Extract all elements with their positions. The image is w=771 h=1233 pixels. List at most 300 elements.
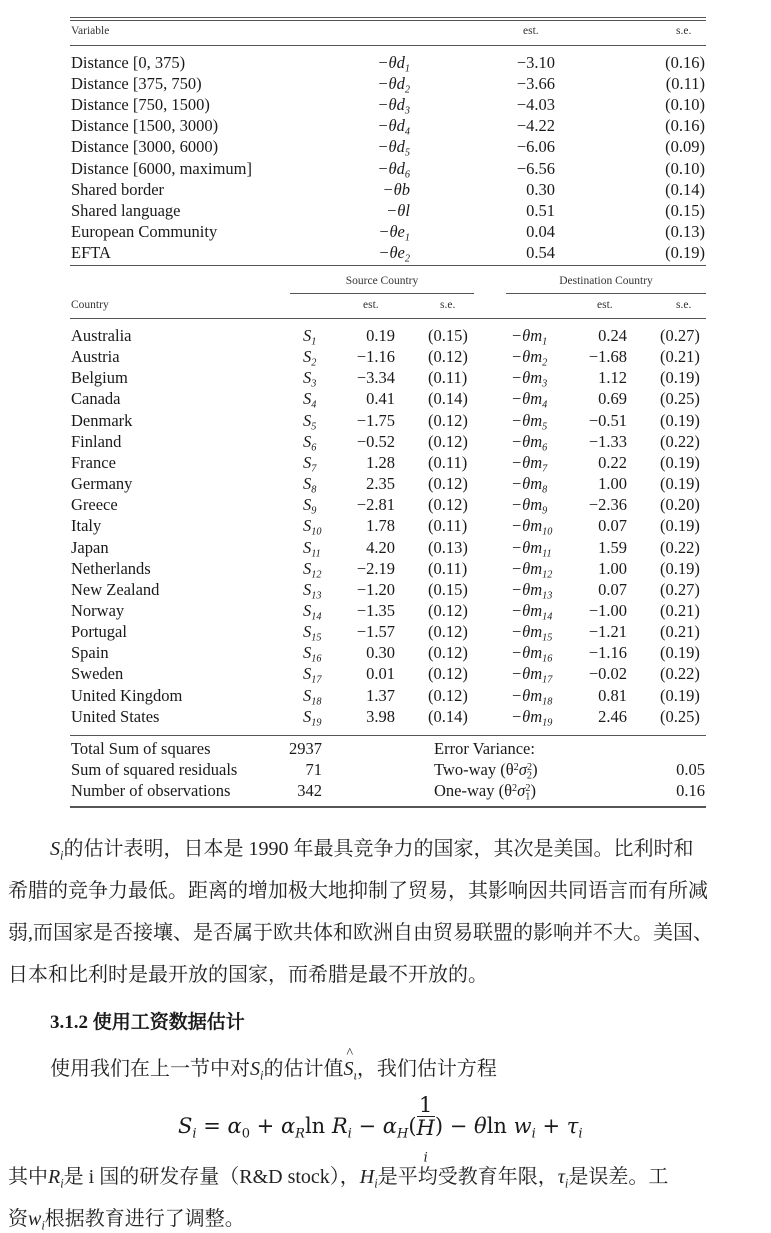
source-est: −1.75 [356,410,395,430]
dest-est: 0.22 [598,452,627,472]
dest-se: (0.19) [660,474,700,494]
source-est: −2.81 [356,495,395,515]
section-heading: 3.1.2 使用工资数据估计 [50,1012,245,1033]
symbol-sub: 16 [311,653,322,665]
country-name: United Kingdom [71,685,183,705]
symbol-sub: 17 [542,674,553,686]
variable-se: (0.19) [665,242,705,262]
dest-symbol [511,685,552,706]
variable-symbol [300,73,410,94]
dest-symbol [511,663,552,684]
symbol: −θm [511,579,543,599]
symbol: −θb [382,179,410,199]
symbol: −θm [511,326,543,345]
symbol-sub: 1 [311,336,317,348]
eq-R: R [331,1114,348,1138]
dest-symbol [511,473,547,494]
variable-label: Distance [750, 1500) [71,95,210,115]
paragraph-3-line-1 [8,1160,668,1189]
variable-est: −6.56 [516,158,555,178]
symbol-sub: 3 [542,378,548,390]
country-name: Finland [71,431,122,451]
variable-se: (0.16) [665,116,705,136]
symbol: S [303,474,312,494]
dest-se: (0.22) [660,537,700,557]
source-symbol [303,663,321,684]
dest-se: (0.19) [660,410,700,430]
source-est: 0.30 [366,643,395,663]
symbol-sub: ι [353,1068,357,1083]
summary-label: Total Sum of squares [71,739,211,758]
dest-symbol [511,642,552,663]
source-est: 3.98 [366,706,395,726]
source-est: 1.78 [366,516,395,536]
paragraph-3-line-2 [8,1202,245,1231]
symbol: −θm [511,706,543,726]
source-est: −1.35 [356,600,395,620]
text: 其中 [8,1166,48,1188]
dest-est: −0.51 [588,410,627,430]
dest-se: (0.19) [660,643,700,663]
paragraph-1-line-1 [50,832,693,861]
eq-alpha: α [227,1114,242,1138]
dest-se: (0.27) [660,326,700,345]
dest-est: 1.00 [598,558,627,578]
symbol-sub: 2 [542,357,548,369]
dest-est: −2.36 [588,495,627,515]
source-est: 0.01 [366,664,395,684]
source-se: (0.14) [428,389,468,409]
eq-sub: 0 [241,1126,250,1142]
symbol-sub: i [260,1068,264,1083]
symbol: S [303,664,312,684]
eq-sub: i [192,1126,197,1142]
header-est: est. [523,25,539,37]
symbol-sub: 7 [311,463,317,475]
source-symbol [303,621,321,642]
table-top-rule-2 [70,20,706,21]
symbol-sub: 16 [542,653,553,665]
paragraph-1-line-3: 弱,而国家是否接壤、是否属于欧共体和欧洲自由贸易联盟的影响并不大。美国、 [8,922,713,944]
symbol: S [303,685,312,705]
text: 的估计值 [263,1058,344,1080]
symbol: S [303,579,312,599]
symbol-sub: 8 [542,484,548,496]
source-symbol [303,685,321,706]
eq-op: − [351,1114,383,1138]
symbol: S [303,600,312,620]
symbol-sub: 7 [542,463,548,475]
variable-label: Shared language [71,200,181,220]
eq-H: H [416,1116,435,1140]
header-source-country: Source Country [345,275,419,287]
source-est: 1.37 [366,685,395,705]
eq-alpha: α [382,1114,397,1138]
eq-sub: H [396,1126,409,1142]
source-se: (0.12) [428,664,468,684]
source-se: (0.12) [428,685,468,705]
source-est: −3.34 [356,368,395,388]
eq-denominator [416,1116,435,1166]
country-name: Sweden [71,664,124,684]
source-se: (0.14) [428,706,468,726]
variable-label: Distance [1500, 3000) [71,116,219,136]
variable-est: −3.66 [516,74,555,94]
text: 的估计表明，日本是 1990 年最具竞争力的国家，其次是美国。比利时和 [63,838,694,860]
variable-est: −4.03 [516,95,555,115]
label-text: One-way (θ [434,781,512,801]
source-symbol [303,473,316,494]
source-group-rule [290,293,474,294]
symbol: −θm [511,558,543,578]
symbol-sub: 14 [311,611,322,623]
eq-tau: τ [566,1114,579,1138]
symbol-sub: 3 [311,378,317,390]
text: 资 [8,1208,28,1230]
variable-se: (0.09) [665,137,705,157]
dest-se: (0.21) [660,622,700,642]
variable-symbol [300,136,410,157]
country-name: United States [71,706,160,726]
variable-label: Distance [0, 375) [71,53,186,72]
symbol-sub: 9 [542,505,548,517]
variable-est: 0.04 [526,221,555,241]
section-rule [70,265,706,266]
dest-se: (0.19) [660,516,700,536]
source-symbol [303,579,321,600]
dest-est: 0.69 [598,389,627,409]
text: 是误差。工 [568,1166,669,1188]
source-est: 1.28 [366,452,395,472]
country-name: France [71,452,116,472]
country-name: Portugal [71,622,127,642]
country-name: Austria [71,347,120,367]
source-symbol [303,600,321,621]
header-dst-est: est. [597,299,613,311]
eq-numerator: 1 [417,1094,435,1117]
source-est: −1.20 [356,579,395,599]
variable-label: European Community [71,221,218,241]
dest-symbol [511,537,552,558]
country-name: Spain [71,643,109,663]
symbol-sub: 19 [542,717,553,729]
symbol: −θm [511,600,543,620]
eq-op: + [249,1114,281,1138]
text: ，我们估计方程 [356,1058,497,1080]
eq-sub: i [578,1126,583,1142]
country-name: Australia [71,326,132,345]
dest-se: (0.25) [660,706,700,726]
error-variance-label [434,759,538,780]
summary-label: Number of observations [71,781,231,801]
summary-label: Sum of squared residuals [71,760,238,780]
symbol: −θm [511,664,543,684]
error-variance-value: 0.16 [676,781,705,801]
symbol-sub: 5 [404,147,410,159]
dest-se: (0.19) [660,558,700,578]
symbol: −θe [378,242,405,262]
header-src-se: s.e. [440,299,456,311]
eq-op: + [535,1114,567,1138]
variable-symbol [300,242,410,263]
source-symbol [303,346,316,367]
symbol-sub: i [41,1218,45,1233]
dest-est: −1.68 [588,347,627,367]
dest-symbol [511,494,547,515]
paragraph-1-line-4: 日本和比利时是最开放的国家，而希腊是最不开放的。 [8,964,488,986]
dest-symbol [511,367,547,388]
summary-value: 2937 [289,739,322,758]
sup: 2 [526,761,533,773]
variable-label: Distance [375, 750) [71,74,202,94]
symbol: −θm [511,622,543,642]
source-symbol [303,642,321,663]
variable-label: EFTA [71,242,111,262]
symbol-H: H [359,1166,375,1188]
symbol: S [303,410,312,430]
sub: 2 [526,770,532,782]
symbol-sub: i [564,1176,569,1191]
variable-est: 0.30 [526,179,555,199]
header-rule [70,45,706,46]
dest-est: 2.46 [598,706,627,726]
source-est: −2.19 [356,558,395,578]
eq-fraction [416,1093,435,1166]
dest-symbol [511,706,552,727]
eq-op: − [443,1114,475,1138]
symbol: S [303,495,312,515]
source-se: (0.12) [428,474,468,494]
symbol: −θm [511,643,543,663]
equation [178,1093,583,1166]
symbol: −θm [511,495,543,515]
header-variable: Variable [71,25,110,37]
source-est: −1.16 [356,347,395,367]
dest-symbol [511,431,547,452]
text: 是 i 国的研发存量（R&D stock）， [63,1166,360,1188]
sigma: σ [517,781,526,801]
sigma: σ [518,760,527,779]
symbol-sub: 11 [542,548,552,560]
symbol-sub: 1 [404,232,410,244]
error-variance-label: Error Variance: [434,739,535,758]
variable-symbol [300,158,410,179]
dest-se: (0.20) [660,495,700,515]
country-name: New Zealand [71,579,160,599]
dest-symbol [511,558,552,579]
source-se: (0.11) [428,516,468,536]
country-name: Denmark [71,410,133,430]
symbol-sub: 5 [311,421,317,433]
symbol: −θm [511,368,543,388]
symbol-S: S [50,838,60,860]
country-name: Germany [71,474,133,494]
source-se: (0.11) [428,558,468,578]
variable-symbol [300,115,410,136]
eq-sub: i [531,1126,536,1142]
variable-se: (0.14) [665,179,705,199]
summary-value: 342 [297,781,322,801]
dest-se: (0.22) [660,431,700,451]
symbol-sub: 17 [311,674,322,686]
variable-symbol [300,179,410,200]
paragraph-1-line-2: 希腊的竞争力最低。距离的增加极大地抑制了贸易，其影响因共同语言而有所减 [8,880,708,902]
dest-symbol [511,515,552,536]
symbol-sub: 1 [542,336,548,348]
table-bottom-rule [70,806,706,808]
source-se: (0.12) [428,495,468,515]
eq-paren: ( [408,1114,417,1138]
symbol: −θd [377,95,405,115]
variable-est: −6.06 [516,137,555,157]
symbol: −θm [511,537,543,557]
dest-symbol [511,346,547,367]
symbol: S [303,347,312,367]
symbol-sub: 13 [542,590,553,602]
variable-symbol [300,94,410,115]
paren: ) [530,781,536,801]
symbol-sub: 4 [311,400,317,412]
symbol-sub: 10 [542,526,553,538]
symbol-S-hat: ^ S [343,1058,353,1081]
symbol: −θd [377,74,405,94]
symbol: −θm [511,347,543,367]
dest-se: (0.25) [660,389,700,409]
country-name: Netherlands [71,558,151,578]
symbol: S [303,326,312,345]
variable-est: 0.51 [526,200,555,220]
sup: 2 [525,782,531,794]
symbol: −θl [386,200,410,220]
symbol-sub: 8 [311,484,317,496]
dest-group-rule [506,293,706,294]
source-symbol [303,494,316,515]
source-est: −1.57 [356,622,395,642]
source-symbol [303,558,321,579]
eq-sub: i [347,1126,352,1142]
source-symbol [303,515,321,536]
header-destination-country: Destination Country [559,275,653,287]
source-symbol [303,706,321,727]
variable-se: (0.10) [665,158,705,178]
variable-symbol [300,221,410,242]
symbol-sub: 2 [404,253,410,265]
variable-se: (0.13) [665,221,705,241]
eq-alpha: α [280,1114,296,1138]
dest-est: −1.16 [588,643,627,663]
symbol: −θm [511,474,543,494]
dest-se: (0.22) [660,664,700,684]
source-se: (0.12) [428,622,468,642]
dest-symbol [511,325,547,346]
country-name: Italy [71,516,102,536]
source-est: 0.41 [366,389,395,409]
symbol: −θm [511,685,543,705]
source-se: (0.12) [428,347,468,367]
source-symbol [303,367,316,388]
symbol-sub: 14 [542,611,553,623]
source-symbol [303,410,316,431]
symbol-sub: 5 [542,421,548,433]
source-se: (0.11) [428,452,468,472]
country-name: Greece [71,495,118,515]
eq-theta: θ [474,1114,487,1138]
country-header-rule [70,318,706,319]
dest-est: 0.81 [598,685,627,705]
symbol: S [303,368,312,388]
symbol: −θm [511,431,543,451]
symbol: −θd [377,137,405,157]
symbol-sub: i [374,1176,378,1191]
symbol: S [303,389,312,409]
source-se: (0.12) [428,600,468,620]
symbol: S [303,452,312,472]
header-src-est: est. [363,299,379,311]
symbol-sub: 4 [542,400,548,412]
eq-w: w [513,1114,532,1138]
country-name: Canada [71,389,121,409]
source-est: 4.20 [366,537,395,557]
symbol-R: R [48,1166,61,1188]
sup: 2 [512,782,518,794]
source-symbol [303,325,316,346]
variable-symbol [300,52,410,73]
sub: 1 [525,791,531,803]
source-est: 0.19 [366,326,395,345]
dest-est: −1.00 [588,600,627,620]
symbol-sub: 3 [404,105,410,117]
symbol-sub: 10 [311,526,322,538]
variable-se: (0.16) [665,53,705,72]
dest-se: (0.27) [660,579,700,599]
symbol-sub: 19 [311,717,322,729]
paragraph-2 [50,1052,497,1081]
dest-se: (0.19) [660,452,700,472]
symbol-w: w [28,1208,42,1230]
source-se: (0.13) [428,537,468,557]
paren: ) [532,760,538,779]
dest-symbol [511,388,548,412]
symbol: S [303,431,312,451]
dest-symbol [511,621,552,642]
source-est: −0.52 [356,431,395,451]
source-se: (0.15) [428,579,468,599]
source-se: (0.15) [428,326,468,345]
dest-est: 0.07 [598,579,627,599]
symbol-sub: 13 [311,590,322,602]
symbol-sub: 4 [404,126,410,138]
symbol: S [303,516,312,536]
summary-rule [70,735,706,736]
dest-symbol [511,452,547,473]
source-symbol [303,431,316,452]
source-se: (0.12) [428,643,468,663]
variable-se: (0.10) [665,95,705,115]
dest-est: 1.00 [598,474,627,494]
table-top-rule [70,17,706,18]
variable-label: Distance [3000, 6000) [71,137,219,157]
header-country: Country [71,299,109,311]
source-se: (0.11) [428,368,468,388]
dest-se: (0.21) [660,600,700,620]
eq-lhs: S [178,1114,193,1138]
symbol-tau: τ [557,1166,565,1188]
sup: 2 [513,761,519,773]
eq-paren: ) [434,1114,444,1138]
symbol-sub: 1 [404,63,410,75]
summary-value: 71 [305,760,322,780]
symbol-sub: 18 [542,696,553,708]
